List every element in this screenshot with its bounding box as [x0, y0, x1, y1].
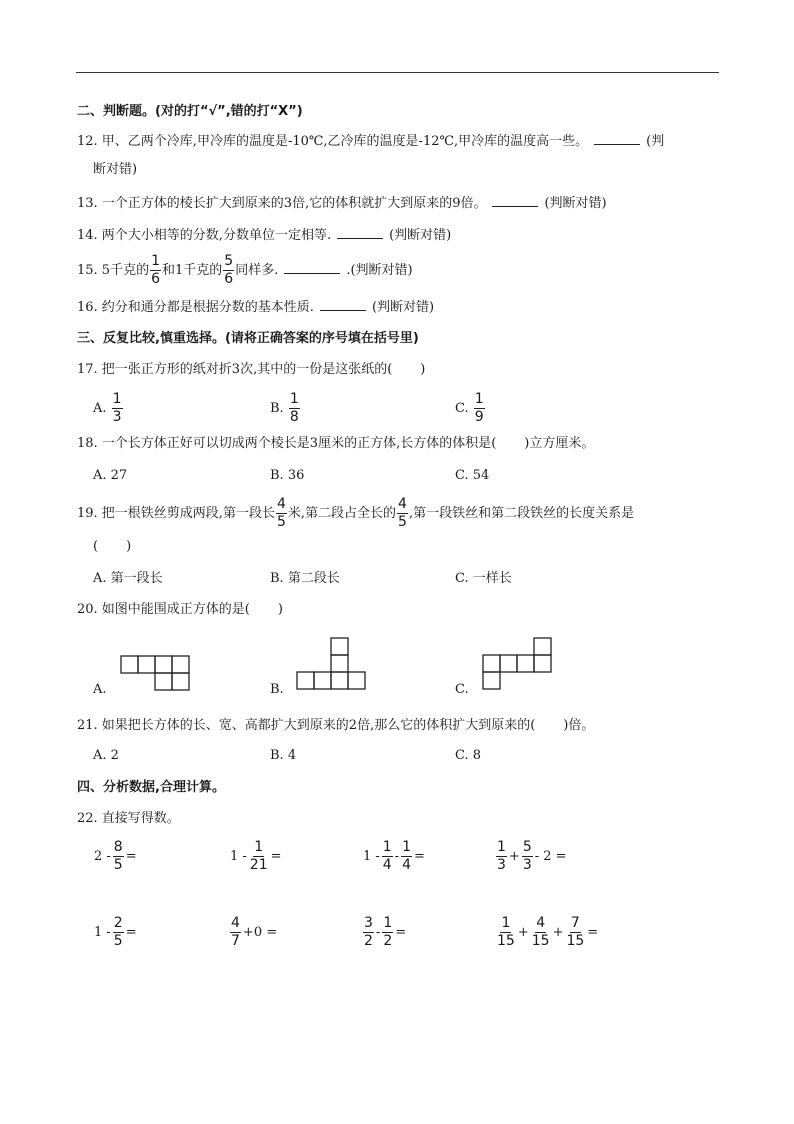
question-20-text: 20. 如图中能围成正方体的是(	[77, 602, 250, 617]
numerator: 1	[402, 839, 412, 855]
denominator: 8	[289, 409, 299, 425]
question-19	[77, 497, 634, 530]
denominator: 5	[113, 933, 123, 949]
option-19-c[interactable]: C. 一样长	[455, 571, 512, 586]
option-label: B.	[270, 401, 284, 416]
expr-suffix: =	[125, 849, 137, 864]
question-13-tail: (判断对错)	[544, 196, 607, 211]
denominator: 7	[231, 933, 240, 949]
question-20-close: )	[277, 602, 283, 617]
question-18	[77, 434, 594, 454]
denominator: 4	[402, 857, 412, 873]
fraction	[150, 254, 161, 287]
fraction	[289, 392, 300, 425]
question-20	[77, 600, 283, 620]
denominator: 15	[497, 933, 515, 949]
option-18-a[interactable]: A. 27	[93, 468, 128, 483]
expr-suffix: =	[414, 849, 425, 864]
option-21-b[interactable]: B. 4	[270, 748, 297, 763]
answer-blank-15[interactable]	[284, 261, 340, 274]
expr-prefix: 1 -	[230, 849, 247, 864]
numerator: 4	[536, 915, 546, 931]
cube-net-a[interactable]	[120, 655, 192, 691]
option-17-a[interactable]	[93, 392, 124, 425]
operator: -	[394, 849, 400, 864]
operator: +	[508, 849, 520, 864]
question-13	[77, 194, 607, 214]
numerator: 2	[113, 915, 123, 931]
calc-expression-7	[362, 916, 407, 949]
expr-suffix: - 2 =	[534, 849, 567, 864]
fraction	[382, 916, 393, 949]
calc-expression-2	[229, 840, 283, 873]
question-15	[77, 254, 413, 287]
numerator: 5	[224, 253, 234, 269]
question-12-text: 12. 甲、乙两个冷库,甲冷库的温度是-10℃,乙冷库的温度是-12℃,甲冷库的温度高一些。	[77, 134, 589, 149]
denominator: 3	[497, 857, 506, 873]
question-15-tail: .(判断对错)	[346, 263, 413, 278]
question-17-close: )	[420, 362, 426, 377]
calc-expression-1	[93, 840, 138, 873]
option-17-b[interactable]	[270, 392, 301, 425]
question-12-continuation: 断对错)	[93, 162, 138, 177]
calc-expression-8	[495, 916, 599, 949]
option-18-b[interactable]: B. 36	[270, 468, 305, 483]
expr-suffix: =	[587, 925, 599, 940]
section-3-title: 三、反复比较,慎重选择。(请将正确答案的序号填在括号里)	[77, 331, 419, 346]
question-19-pre: 19. 把一根铁丝剪成两段,第一段长	[77, 506, 275, 521]
option-17-c[interactable]	[455, 392, 486, 425]
expr-suffix: =	[395, 925, 407, 940]
cube-net-c[interactable]	[482, 637, 554, 691]
numerator: 5	[522, 839, 532, 855]
question-12	[77, 132, 664, 152]
numerator: 1	[497, 839, 506, 855]
expr-prefix: 1 -	[363, 849, 380, 864]
paren-open: (	[93, 539, 99, 554]
option-18-c[interactable]: C. 54	[455, 468, 490, 483]
denominator: 5	[398, 514, 407, 530]
numerator: 3	[364, 915, 373, 931]
calc-expression-3	[362, 840, 426, 873]
fraction	[230, 916, 241, 949]
numerator: 1	[501, 915, 511, 931]
answer-blank-12[interactable]	[594, 132, 640, 145]
calc-expression-4	[495, 840, 568, 873]
expr-suffix: =	[270, 849, 282, 864]
question-19-post: ,第一段铁丝和第二段铁丝的长度关系是	[408, 506, 635, 521]
fraction	[397, 497, 408, 530]
option-20-c-label[interactable]: C.	[455, 682, 469, 697]
fraction	[531, 916, 551, 949]
question-16	[77, 298, 434, 318]
expr-prefix: 2 -	[94, 849, 111, 864]
question-21-close: )倍。	[563, 718, 595, 733]
question-22: 22. 直接写得数。	[77, 811, 180, 826]
question-14-tail: (判断对错)	[389, 228, 452, 243]
section-4-title: 四、分析数据,合理计算。	[77, 780, 225, 795]
denominator: 6	[151, 271, 160, 287]
paren-close: )	[126, 539, 132, 554]
option-label: C.	[455, 401, 469, 416]
question-15-mid: 和1千克的	[162, 263, 223, 278]
fraction	[112, 392, 123, 425]
denominator: 6	[224, 271, 234, 287]
answer-blank-16[interactable]	[320, 298, 366, 311]
fraction	[496, 840, 507, 873]
operator: -	[375, 925, 381, 940]
denominator: 2	[383, 933, 393, 949]
fraction	[565, 916, 585, 949]
numerator: 1	[383, 915, 393, 931]
question-18-close: )立方厘米。	[524, 436, 595, 451]
operator: +	[552, 925, 564, 940]
section-2-title: 二、判断题。(对的打“√”,错的打“X”)	[77, 104, 303, 119]
denominator: 3	[522, 857, 532, 873]
numerator: 1	[112, 391, 122, 407]
expr-prefix: 1 -	[94, 925, 111, 940]
numerator: 1	[474, 391, 484, 407]
denominator: 15	[531, 933, 550, 949]
numerator: 7	[570, 915, 580, 931]
fraction	[363, 916, 374, 949]
cube-net-b[interactable]	[295, 637, 369, 691]
option-21-c[interactable]: C. 8	[455, 748, 482, 763]
option-20-a-label[interactable]: A.	[93, 682, 107, 697]
numerator: 4	[398, 496, 407, 512]
numerator: 4	[276, 496, 286, 512]
question-17	[77, 360, 425, 380]
question-18-text: 18. 一个长方体正好可以切成两个棱长是3厘米的正方体,长方体的体积是(	[77, 436, 497, 451]
question-19-mid: 米,第二段占全长的	[287, 506, 397, 521]
fraction	[522, 840, 533, 873]
numerator: 1	[382, 839, 392, 855]
fraction	[474, 392, 485, 425]
fraction	[223, 254, 234, 287]
fraction	[496, 916, 516, 949]
denominator: 3	[112, 409, 122, 425]
fraction	[382, 840, 393, 873]
question-14-text: 14. 两个大小相等的分数,分数单位一定相等.	[77, 228, 332, 243]
question-16-text: 16. 约分和通分都是根据分数的基本性质.	[77, 300, 314, 315]
denominator: 5	[113, 857, 123, 873]
fraction	[276, 497, 287, 530]
denominator: 9	[474, 409, 484, 425]
denominator: 2	[364, 933, 373, 949]
header-rule	[76, 72, 719, 73]
option-19-a[interactable]: A. 第一段长	[93, 571, 163, 586]
denominator: 5	[276, 514, 286, 530]
numerator: 1	[254, 839, 264, 855]
expr-suffix: +0 =	[242, 925, 278, 940]
question-17-text: 17. 把一张正方形的纸对折3次,其中的一份是这张纸的(	[77, 362, 393, 377]
question-21-text: 21. 如果把长方体的长、宽、高都扩大到原来的2倍,那么它的体积扩大到原来的(	[77, 718, 536, 733]
option-21-a[interactable]: A. 2	[93, 748, 119, 763]
question-16-tail: (判断对错)	[371, 300, 435, 315]
option-label: A.	[93, 401, 107, 416]
answer-blank-13[interactable]	[492, 194, 538, 207]
question-12-tail: (判	[646, 134, 665, 149]
option-20-b-label[interactable]: B.	[270, 682, 284, 697]
fraction	[113, 840, 124, 873]
question-15-post: 同样多.	[235, 263, 279, 278]
question-14	[77, 226, 451, 246]
numerator: 1	[289, 391, 299, 407]
numerator: 4	[231, 915, 240, 931]
denominator: 4	[382, 857, 392, 873]
question-15-pre: 15. 5千克的	[77, 263, 150, 278]
question-19-paren	[93, 537, 131, 557]
operator: +	[517, 925, 529, 940]
calc-expression-6	[229, 916, 278, 949]
denominator: 15	[566, 933, 585, 949]
fraction	[113, 916, 124, 949]
expr-suffix: =	[125, 925, 137, 940]
question-13-text: 13. 一个正方体的棱长扩大到原来的3倍,它的体积就扩大到原来的9倍。	[77, 196, 487, 211]
answer-blank-14[interactable]	[337, 226, 383, 239]
fraction	[249, 840, 269, 873]
numerator: 1	[151, 253, 160, 269]
numerator: 8	[113, 839, 123, 855]
fraction	[401, 840, 412, 873]
calc-expression-5	[93, 916, 138, 949]
denominator: 21	[249, 857, 268, 873]
option-19-b[interactable]: B. 第二段长	[270, 571, 340, 586]
question-21	[77, 716, 594, 736]
